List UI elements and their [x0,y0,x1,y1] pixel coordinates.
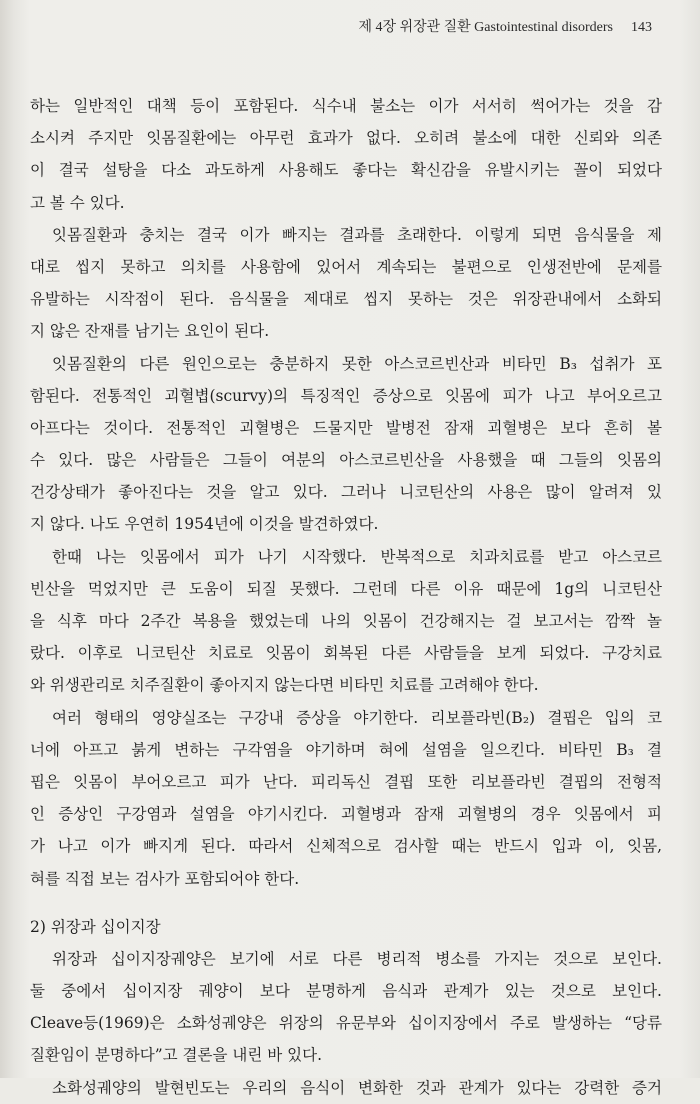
text-line: 지 않은 잔재를 남기는 요인이 된다. [30,322,270,341]
text-line: 한때 나는 잇몸에서 피가 나기 시작했다. 반복적으로 치과치료를 받고 아스코르 [52,547,662,566]
text-line: 아프다는 것이다. 전통적인 괴혈병은 드물지만 발병전 잠재 괴혈병은 보다 흔히 볼 [30,418,662,437]
text-line: 지 않다. 나도 우연히 1954년에 이것을 발견하였다. [30,515,379,534]
text-line: 고 볼 수 있다. [30,193,125,212]
text-line: 유발하는 시작점이 된다. 음식물을 제대로 씹지 못하는 것은 위장관내에서 소화되 [30,290,662,309]
paragraph [30,541,662,702]
text-line: 소화성궤양의 발현빈도는 우리의 음식이 변화한 것과 관계가 있다는 강력한 증거 [52,1078,662,1097]
text-line: 이 결국 설탕을 다소 과도하게 사용해도 좋다는 확신감을 유발시키는 꼴이 되었다 [30,161,662,180]
paragraph [30,1072,662,1104]
text-line: 질환임이 분명하다”고 결론을 내린 바 있다. [30,1046,323,1065]
paragraph [30,90,662,219]
text-line: 혀를 직접 보는 검사가 포함되어야 한다. [30,869,300,888]
paragraph [30,219,662,348]
text-line: 와 위생관리로 치주질환이 좋아지지 않는다면 비타민 치료를 고려해야 한다. [30,676,539,695]
body-text [30,90,662,1104]
text-line: 잇몸질환과 충치는 결국 이가 빠지는 결과를 초래한다. 이렇게 되면 음식물을 제 [52,225,662,244]
text-line: 위장과 십이지장궤양은 보기에 서로 다른 병리적 병소를 가지는 것으로 보인다. [52,949,662,968]
section-heading: 2) 위장과 십이지장 [30,917,161,936]
paragraph [30,702,662,895]
chapter-title: 제 4장 위장관 질환 Gastointestinal disorders [358,20,613,35]
text-line: 가 나고 이가 빠지게 된다. 따라서 신체적으로 검사할 때는 반드시 입과 이, 잇몸, [30,837,662,856]
running-head [359,16,652,36]
text-line: 잇몸질환의 다른 원인으로는 충분하지 못한 아스코르빈산과 비타민 B₃ 섭취가 포 [52,354,662,373]
text-line: 하는 일반적인 대책 등이 포함된다. 식수내 불소는 이가 서서히 썩어가는 것을 감 [30,97,662,115]
text-line: Cleave등(1969)은 소화성궤양은 위장의 유문부와 십이지장에서 주로 발생하는 “당류 [30,1014,662,1033]
text-line: 너에 아프고 붉게 변하는 구각염을 야기하며 혀에 설염을 일으킨다. 비타민 B₃ 결 [30,740,662,759]
text-line: 여러 형태의 영양실조는 구강내 증상을 야기한다. 리보플라빈(B₂) 결핍은 입의 코 [52,708,662,727]
text-line: 건강상태가 좋아진다는 것을 알고 있다. 그러나 니코틴산의 사용은 많이 알려져 있 [30,483,662,502]
text-line: 수 있다. 많은 사람들은 그들이 여분의 아스코르빈산을 사용했을 때 그들의 잇몸의 [30,451,662,470]
text-line: 인 증상인 구강염과 설염을 야기시킨다. 괴혈병과 잠재 괴혈병의 경우 잇몸에서 피 [30,805,662,824]
text-line: 함된다. 전통적인 괴혈볍(scurvy)의 특징적인 증상으로 잇몸에 피가 나고 부어오르고 [30,386,662,405]
text-line: 소시켜 주지만 잇몸질환에는 아무런 효과가 없다. 오히려 불소에 대한 신뢰와 의존 [30,129,662,148]
text-line: 빈산을 먹었지만 큰 도움이 되질 못했다. 그런데 다른 이유 때문에 1g의 니코틴산 [30,579,662,598]
text-line: 핍은 잇몸이 부어오르고 피가 난다. 피리독신 결핍 또한 리보플라빈 결핍의 전형적 [30,772,662,791]
paragraph [30,348,662,541]
text-line: 둘 중에서 십이지장 궤양이 보다 분명하게 음식과 관계가 있는 것으로 보인다. [30,982,662,1001]
text-line: 을 식후 마다 2주간 복용을 했었는데 나의 잇몸이 건강해지는 걸 보고서는 깜짝 놀 [30,612,662,630]
paragraph [30,943,662,1072]
text-line: 대로 씹지 못하고 의치를 사용함에 있어서 계속되는 불편으로 인생전반에 문제를 [30,257,662,276]
text-line: 랐다. 이후로 니코틴산 치료로 잇몸이 회복된 다른 사람들을 보게 되었다. 구강치료 [30,644,662,663]
page-number: 143 [631,20,652,35]
